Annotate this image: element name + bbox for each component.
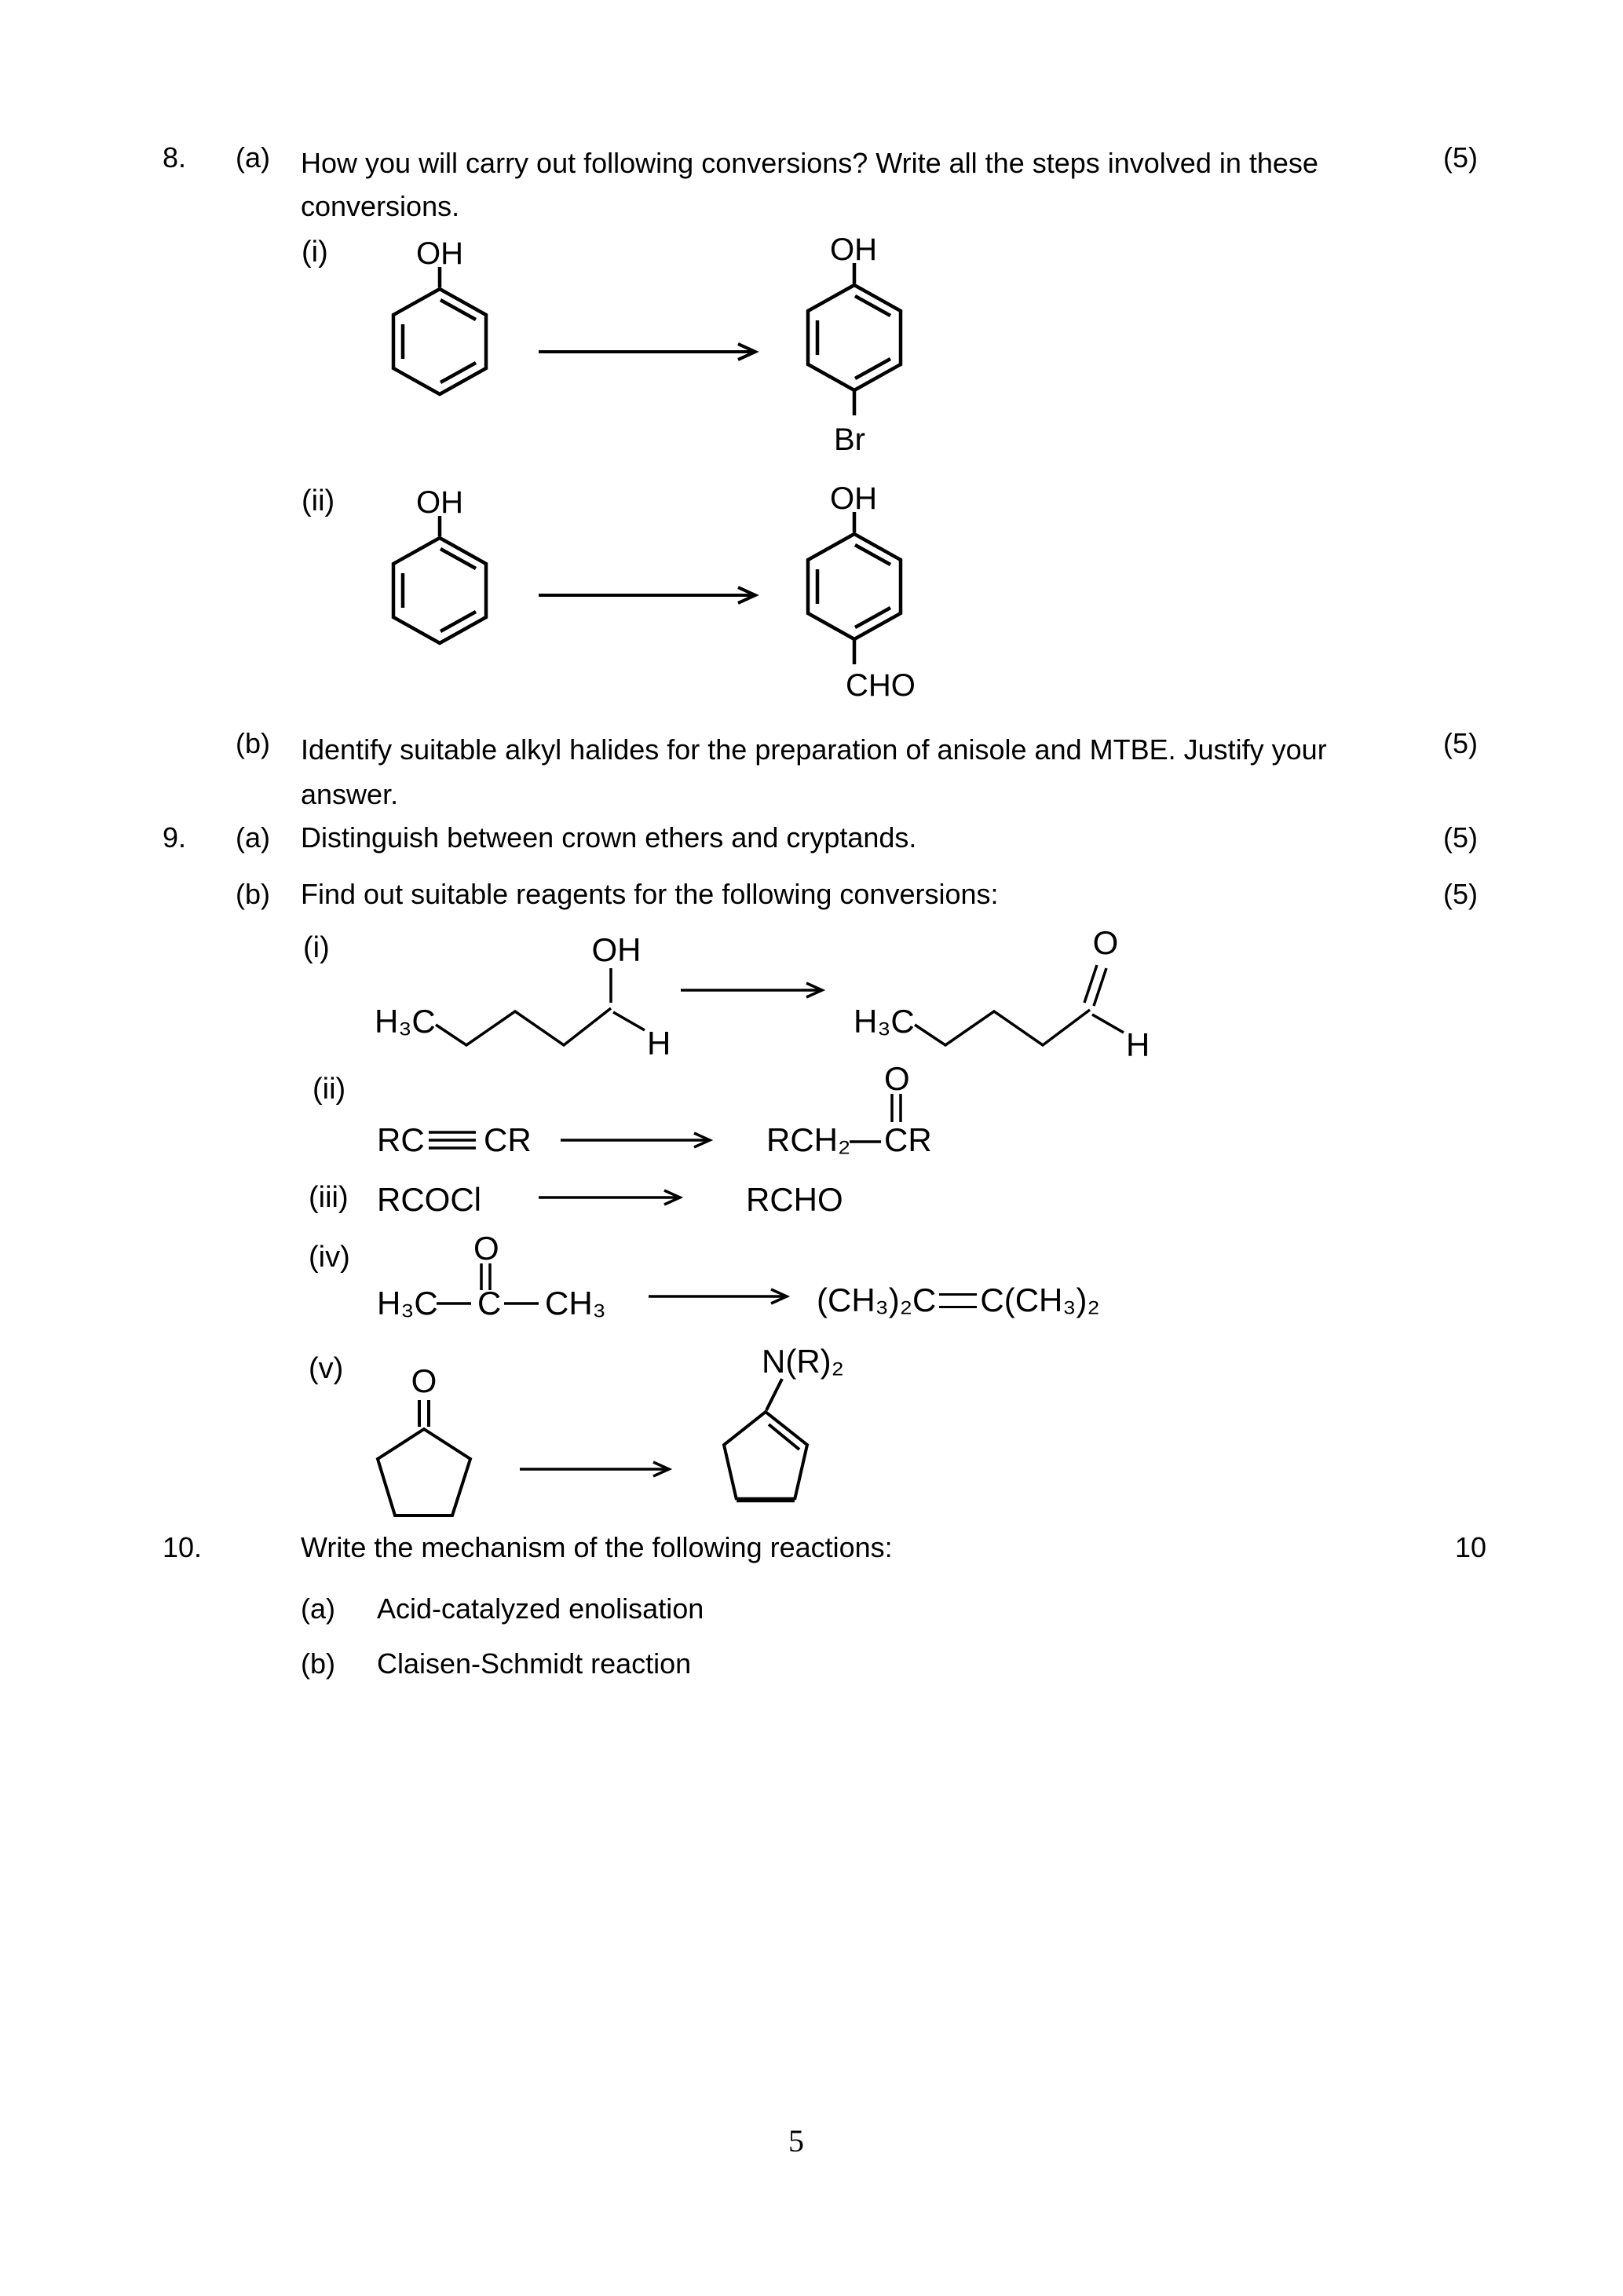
q9iv-product [817, 1281, 1100, 1319]
q8ii-hydroxybenzaldehyde-benzene-ring [806, 512, 902, 667]
q8i-reactant-oh-label: OH [416, 236, 463, 271]
q9iv-ch3: CH₃ [545, 1285, 606, 1322]
q9iv-product-left: (CH₃)₂C [817, 1281, 937, 1318]
q9iii-reaction-arrow [537, 1186, 686, 1209]
arrow-shape [681, 983, 822, 997]
q9-item-iv-label: (iv) [309, 1241, 350, 1274]
question-8a-marks: (5) [1443, 141, 1478, 174]
q9v-cyclopentanone-structure [365, 1362, 491, 1523]
double-bond-vertical [888, 1093, 905, 1123]
benzene-ring-bonds [808, 263, 901, 415]
question-8a-text [301, 141, 1318, 228]
q8i-bromophenol-benzene-ring [806, 263, 902, 419]
q9iv-product-right: C(CH₃)₂ [980, 1281, 1100, 1318]
q8ii-reaction-arrow [537, 583, 762, 607]
question-8b-text-line1: Identify suitable alkyl halides for the preparation of anisole and MTBE. Justify your [301, 733, 1327, 766]
q9iii-reactant: RCOCl [377, 1181, 481, 1218]
ring-bonds [378, 1400, 470, 1515]
q9ii-product-cr: CR [884, 1121, 932, 1158]
question-9b-text: Find out suitable reagents for the following conversions: [301, 878, 999, 910]
formula-nr2: N(R)₂ [762, 1343, 844, 1380]
double-bond-horizontal [939, 1293, 977, 1308]
q8i-phenol-benzene-ring [392, 267, 488, 397]
question-9b-marks: (5) [1443, 878, 1478, 910]
q8i-product-br-label: Br [834, 422, 865, 457]
question-10b-label: (b) [301, 1647, 335, 1680]
question-8b-label: (b) [236, 727, 270, 759]
question-8b-marks: (5) [1443, 727, 1478, 759]
double-bond-lines [892, 1094, 901, 1122]
q9ii-product-rch2: RCH₂ [766, 1121, 851, 1158]
benzene-ring-bonds [393, 516, 486, 643]
q9iv-c: C [477, 1285, 502, 1322]
carbon-chain-bonds [436, 968, 645, 1045]
question-9b-label: (b) [236, 878, 270, 910]
q9i-pentanol-structure [357, 915, 687, 1068]
q9-item-iii-label: (iii) [309, 1181, 349, 1214]
ring-bonds [724, 1379, 807, 1500]
arrow-shape [649, 1289, 787, 1303]
question-8b-text [301, 727, 1327, 817]
question-8a-text-line2: conversions. [301, 190, 460, 222]
q8-item-ii-label: (ii) [302, 484, 335, 517]
q8i-reaction-arrow [537, 340, 762, 364]
formula-o: O [411, 1362, 437, 1399]
question-10-number: 10. [163, 1531, 203, 1563]
question-8a-label: (a) [236, 141, 270, 174]
q9v-enamine-structure [691, 1335, 872, 1523]
formula-h: H [647, 1025, 671, 1062]
q8ii-phenol-benzene-ring [392, 516, 488, 646]
question-10b-text: Claisen-Schmidt reaction [377, 1647, 692, 1680]
q8ii-product-cho-label: CHO [846, 668, 916, 703]
q9-item-i-label: (i) [303, 931, 330, 964]
question-9a-label: (a) [236, 821, 270, 854]
q9v-reaction-arrow [518, 1457, 675, 1481]
q9-item-v-label: (v) [309, 1352, 344, 1385]
q8ii-product-oh-label: OH [830, 481, 877, 516]
question-10-marks: 10 [1455, 1531, 1487, 1563]
benzene-ring-bonds [808, 512, 901, 664]
question-8-number: 8. [163, 141, 187, 174]
q9-item-ii-label: (ii) [313, 1073, 346, 1106]
arrow-shape [520, 1462, 669, 1476]
page-number: 5 [788, 2123, 804, 2159]
q9ii-reactant-rc: RC [377, 1121, 425, 1158]
q9iv-h3c: H₃C [377, 1285, 438, 1322]
formula-o: O [1092, 924, 1119, 961]
q9ii-reactant-cr: CR [484, 1121, 532, 1158]
question-8a-text-line1: How you will carry out following conversions? Write all the steps involved in these [301, 147, 1318, 179]
question-10-text: Write the mechanism of the following reactions: [301, 1531, 893, 1563]
q9i-reaction-arrow [679, 978, 828, 1002]
carbon-chain-bonds [915, 965, 1124, 1045]
question-9a-marks: (5) [1443, 821, 1478, 854]
formula-h3c: H₃C [375, 1003, 436, 1040]
q9iii-product: RCHO [746, 1181, 843, 1218]
single-bond [850, 1139, 881, 1145]
question-9-number: 9. [163, 821, 187, 854]
question-10a-text: Acid-catalyzed enolisation [377, 1592, 704, 1625]
arrow-shape [561, 1133, 710, 1147]
triple-bond-lines [429, 1132, 476, 1148]
question-9a-text: Distinguish between crown ethers and cryptands. [301, 821, 917, 854]
single-bond [504, 1300, 539, 1307]
triple-bond [427, 1131, 477, 1150]
benzene-ring-bonds [393, 267, 486, 394]
q8ii-reactant-oh-label: OH [416, 485, 463, 520]
single-bond [437, 1300, 471, 1307]
question-8b-text-line2: answer. [301, 778, 399, 810]
q9ii-product-o-label: O [884, 1060, 910, 1097]
arrow-shape [539, 1190, 680, 1205]
formula-oh: OH [591, 931, 642, 968]
formula-h3c: H₃C [854, 1003, 915, 1040]
q8i-product-oh-label: OH [830, 232, 877, 267]
question-10a-label: (a) [301, 1592, 335, 1625]
q9iv-reaction-arrow [647, 1285, 793, 1308]
q9iv-o-label: O [473, 1230, 499, 1267]
q8-item-i-label: (i) [302, 236, 328, 269]
arrow-shape [539, 587, 755, 603]
arrow-shape [539, 344, 755, 360]
q9ii-reaction-arrow [559, 1128, 716, 1152]
q9i-pentanal-structure [844, 915, 1190, 1068]
formula-h: H [1126, 1026, 1150, 1063]
